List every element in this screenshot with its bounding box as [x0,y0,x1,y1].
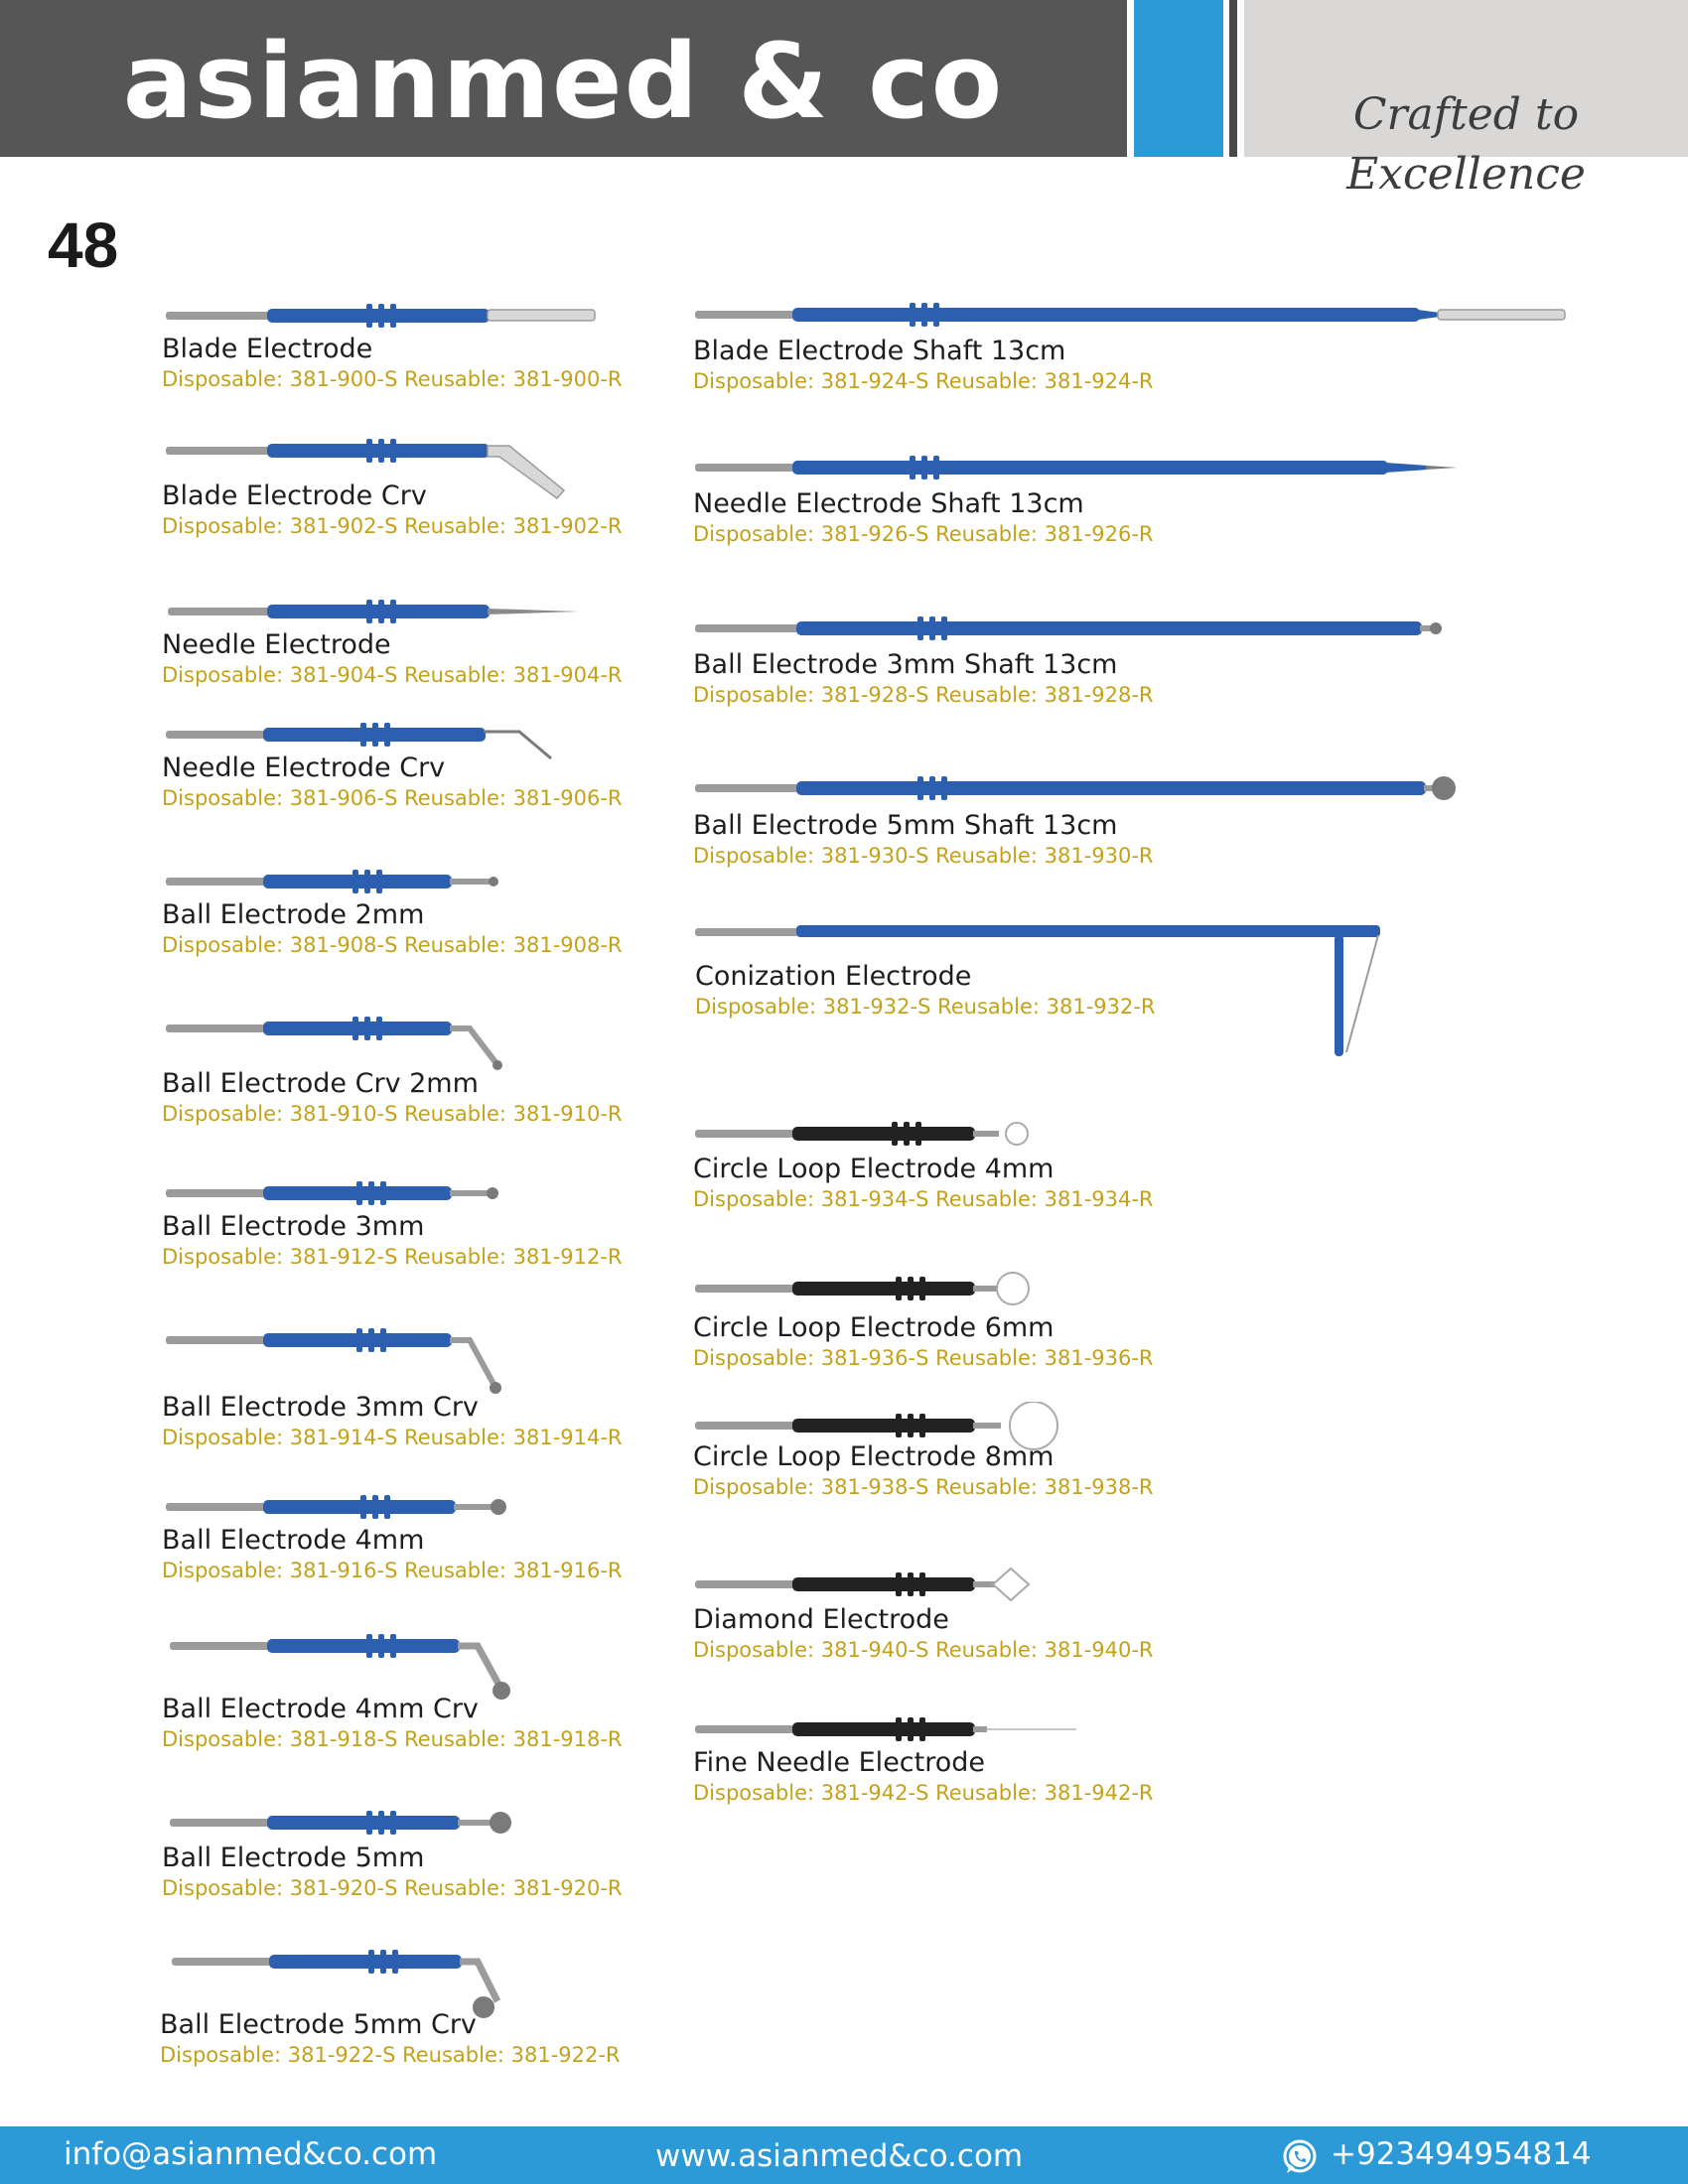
product-codes: Disposable: 381-906-S Reusable: 381-906-R [162,786,623,810]
header-accent-block [1134,0,1223,157]
product-circle-loop-electrode-6mm [693,1267,1289,1372]
product-ball-electrode-2mm [162,864,758,959]
product-codes: Disposable: 381-936-S Reusable: 381-936-R [693,1346,1154,1370]
ball-electrode-shaft-icon [693,610,1577,649]
product-codes: Disposable: 381-926-S Reusable: 381-926-R [693,522,1154,546]
product-codes: Disposable: 381-910-S Reusable: 381-910-R [162,1102,623,1126]
product-blade-electrode [162,298,758,393]
product-name: Ball Electrode 4mm [162,1525,425,1556]
product-codes: Disposable: 381-908-S Reusable: 381-908-R [162,933,623,957]
product-name: Ball Electrode 5mm Crv [160,2009,477,2040]
product-ball-electrode-3mm-crv [162,1322,758,1451]
product-codes: Disposable: 381-930-S Reusable: 381-930-R [693,844,1154,868]
product-name: Fine Needle Electrode [693,1747,986,1778]
loop-electrode-icon [693,1114,1130,1154]
product-name: Ball Electrode 5mm Shaft 13cm [693,810,1118,841]
product-name: Ball Electrode 3mm [162,1211,425,1242]
product-fine-needle-electrode [693,1711,1289,1807]
product-codes: Disposable: 381-922-S Reusable: 381-922-R [160,2043,621,2067]
product-codes: Disposable: 381-942-S Reusable: 381-942-R [693,1781,1154,1805]
product-name: Blade Electrode Shaft 13cm [693,336,1066,366]
product-name: Ball Electrode 4mm Crv [162,1694,479,1724]
product-ball-electrode-4mm-crv [162,1628,758,1753]
product-codes: Disposable: 381-940-S Reusable: 381-940-R [693,1638,1154,1662]
blade-electrode-icon [162,298,599,334]
product-name: Diamond Electrode [693,1604,949,1635]
product-ball-electrode-3mm-shaft-13cm [693,610,1587,709]
product-name: Ball Electrode 2mm [162,899,425,930]
fine-needle-electrode-icon [693,1711,1130,1747]
ball-electrode-shaft-icon [693,768,1577,810]
ball-electrode-curved-icon [162,1322,599,1398]
diamond-electrode-icon [693,1565,1130,1604]
product-ball-electrode-5mm-shaft-13cm [693,768,1587,870]
product-needle-electrode-crv [162,717,758,812]
blade-electrode-shaft-icon [693,296,1577,336]
product-name: Circle Loop Electrode 4mm [693,1154,1055,1184]
product-codes: Disposable: 381-928-S Reusable: 381-928-R [693,683,1154,707]
footer-phone[interactable]: +923494954814 [1331,2136,1592,2172]
product-codes: Disposable: 381-932-S Reusable: 381-932-R [695,995,1156,1019]
product-circle-loop-electrode-8mm [693,1402,1289,1501]
needle-electrode-shaft-icon [693,449,1577,488]
product-codes: Disposable: 381-912-S Reusable: 381-912-R [162,1245,623,1269]
product-name: Circle Loop Electrode 6mm [693,1312,1055,1343]
product-codes: Disposable: 381-918-S Reusable: 381-918-R [162,1727,623,1751]
product-needle-electrode-shaft-13cm [693,449,1587,548]
product-name: Ball Electrode 3mm Shaft 13cm [693,649,1118,680]
product-needle-electrode [162,594,758,689]
product-name: Conization Electrode [695,961,972,992]
tagline: Crafted to Excellence [1346,89,1586,200]
ball-electrode-icon [162,864,599,899]
product-codes: Disposable: 381-920-S Reusable: 381-920-R [162,1876,623,1900]
footer-website[interactable]: www.asianmed&co.com [655,2138,1024,2174]
product-codes: Disposable: 381-904-S Reusable: 381-904-R [162,663,623,687]
product-name: Ball Electrode 5mm [162,1843,425,1873]
product-name: Needle Electrode [162,629,391,660]
product-name: Blade Electrode [162,334,373,364]
product-codes: Disposable: 381-916-S Reusable: 381-916-R [162,1559,623,1582]
product-name: Needle Electrode Shaft 13cm [693,488,1084,519]
product-ball-electrode-5mm-crv [160,1944,756,2069]
product-name: Needle Electrode Crv [162,752,446,783]
page-number: 48 [48,209,119,281]
product-ball-electrode-3mm [162,1175,758,1271]
product-codes: Disposable: 381-934-S Reusable: 381-934-R [693,1187,1154,1211]
loop-electrode-icon [693,1267,1130,1312]
product-codes: Disposable: 381-902-S Reusable: 381-902-R [162,514,623,538]
whatsapp-icon[interactable] [1281,2138,1319,2176]
footer-email[interactable]: info@asianmed&co.com [64,2136,438,2172]
product-ball-electrode-5mm [162,1803,758,1902]
header-divider [1229,0,1237,157]
product-codes: Disposable: 381-938-S Reusable: 381-938-R [693,1475,1154,1499]
product-name: Ball Electrode 3mm Crv [162,1392,479,1423]
ball-electrode-curved-icon [162,1011,599,1074]
ball-electrode-icon [162,1489,599,1525]
ball-electrode-icon [162,1175,599,1211]
brand-logo: asianmed & co [122,21,1005,142]
product-codes: Disposable: 381-914-S Reusable: 381-914-R [162,1426,623,1449]
product-name: Circle Loop Electrode 8mm [693,1441,1055,1472]
ball-electrode-curved-icon [162,1628,599,1704]
product-blade-electrode-shaft-13cm [693,296,1587,395]
product-name: Blade Electrode Crv [162,480,427,511]
product-circle-loop-electrode-4mm [693,1114,1289,1213]
product-codes: Disposable: 381-924-S Reusable: 381-924-R [693,369,1154,393]
product-blade-electrode-crv [162,433,758,540]
ball-electrode-icon [162,1803,599,1843]
product-ball-electrode-4mm [162,1489,758,1584]
product-codes: Disposable: 381-900-S Reusable: 381-900-R [162,367,623,391]
product-ball-electrode-crv-2mm [162,1011,758,1128]
needle-electrode-icon [162,594,599,629]
product-name: Ball Electrode Crv 2mm [162,1068,479,1099]
product-diamond-electrode [693,1565,1289,1664]
